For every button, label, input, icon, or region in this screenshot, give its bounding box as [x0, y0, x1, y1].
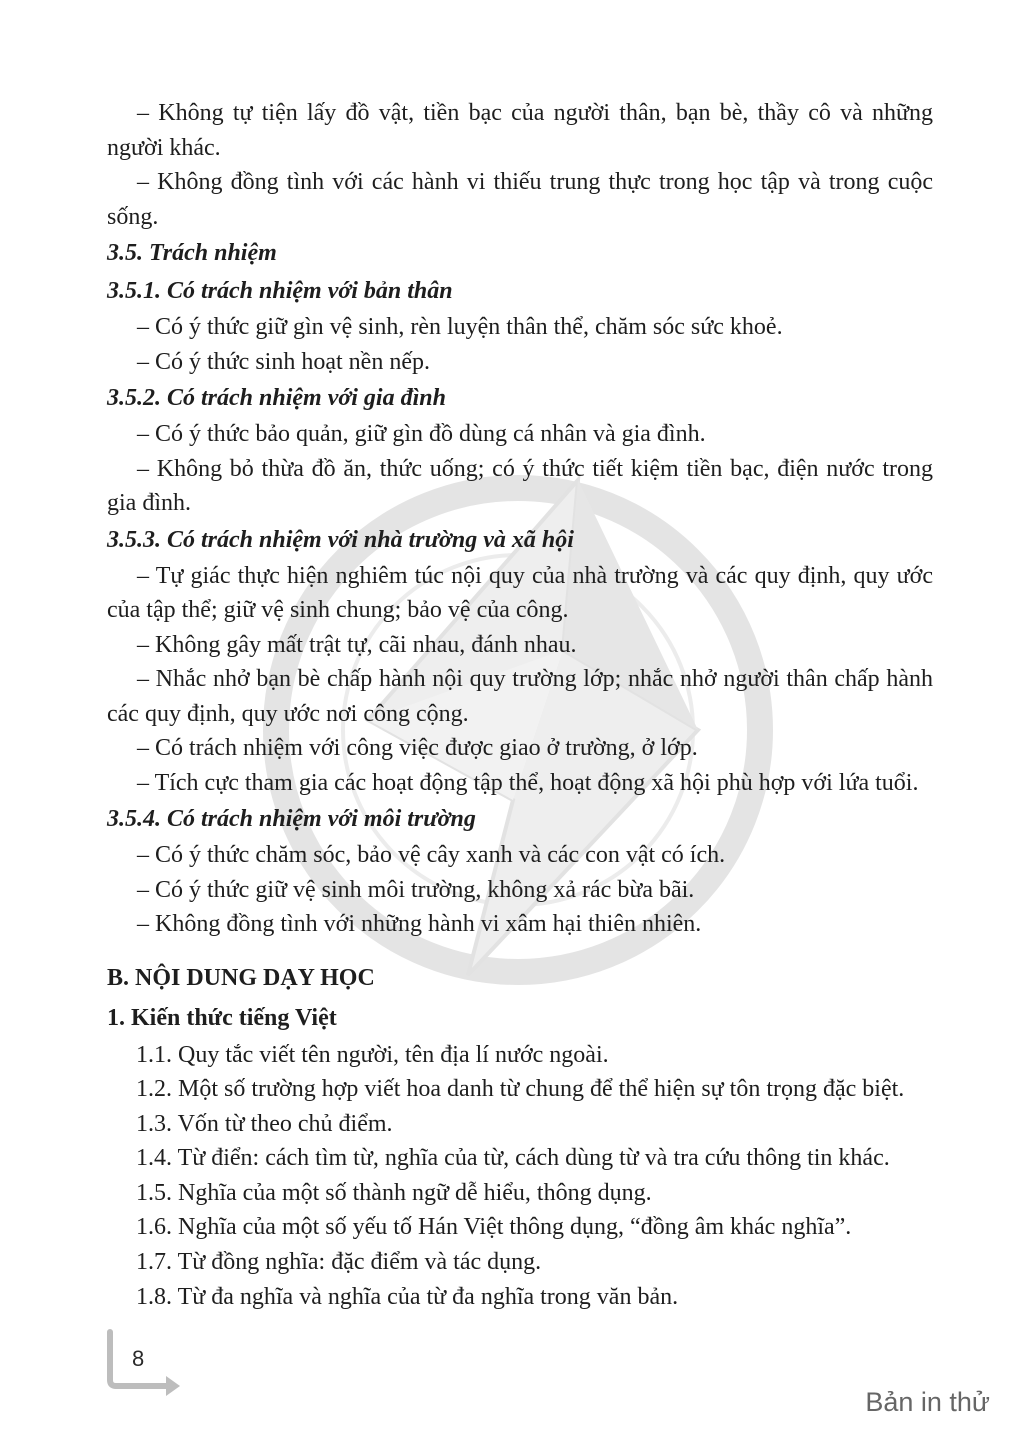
- heading-vietnamese-knowledge: 1. Kiến thức tiếng Việt: [107, 1004, 337, 1031]
- paragraph-school-3: – Nhắc nhở bạn bè chấp hành nội quy trường lớp; nhắc nhở người thân chấp hành các quy định, quy ước nơi công cộng.: [107, 666, 933, 727]
- list-item: 1.8. Từ đa nghĩa và nghĩa của từ đa nghĩa trong văn bản.: [136, 1283, 679, 1310]
- paragraph-self-1: – Có ý thức giữ gìn vệ sinh, rèn luyện thân thể, chăm sóc sức khoẻ.: [137, 314, 783, 340]
- heading-3-5: 3.5. Trách nhiệm: [107, 240, 277, 266]
- paragraph-family-1: – Có ý thức bảo quản, giữ gìn đồ dùng cá nhân và gia đình.: [137, 421, 706, 447]
- heading-3-5-4: 3.5.4. Có trách nhiệm với môi trường: [107, 806, 476, 832]
- heading-3-5-2: 3.5.2. Có trách nhiệm với gia đình: [107, 385, 446, 411]
- list-item: 1.2. Một số trường hợp viết hoa danh từ chung để thể hiện sự tôn trọng đặc biệt.: [136, 1076, 905, 1103]
- paragraph-self-2: – Có ý thức sinh hoạt nền nếp.: [137, 348, 430, 375]
- paragraph-environment-2: – Có ý thức giữ vệ sinh môi trường, không xả rác bừa bãi.: [137, 876, 695, 903]
- list-item: 1.7. Từ đồng nghĩa: đặc điểm và tác dụng.: [136, 1249, 542, 1276]
- list-item: 1.5. Nghĩa của một số thành ngữ dễ hiểu, thông dụng.: [136, 1179, 652, 1206]
- paragraph-school-4: – Có trách nhiệm với công việc được giao ở trường, ở lớp.: [137, 735, 698, 761]
- paragraph-school-1: – Tự giác thực hiện nghiêm túc nội quy của nhà trường và các quy định, quy ước của tập thể; giữ vệ sinh chung; bảo vệ của công.: [107, 562, 933, 623]
- paragraph-honesty-2: – Không đồng tình với các hành vi thiếu trung thực trong học tập và trong cuộc sống.: [107, 169, 933, 230]
- page-number: 8: [132, 1346, 145, 1371]
- paragraph-environment-1: – Có ý thức chăm sóc, bảo vệ cây xanh và các con vật có ích.: [137, 842, 726, 868]
- list-item: 1.6. Nghĩa của một số yếu tố Hán Việt thông dụng, “đồng âm khác nghĩa”.: [136, 1214, 852, 1241]
- list-item: 1.1. Quy tắc viết tên người, tên địa lí nước ngoài.: [136, 1041, 609, 1068]
- main-content: [107, 96, 933, 1314]
- knowledge-list: [107, 1038, 933, 1315]
- list-item: 1.4. Từ điển: cách tìm từ, nghĩa của từ, cách dùng từ và tra cứu thông tin khác.: [136, 1145, 890, 1172]
- paragraph-environment-3: – Không đồng tình với những hành vi xâm hại thiên nhiên.: [137, 911, 702, 937]
- draft-label: Bản in thử: [865, 1387, 990, 1417]
- paragraph-family-2: – Không bỏ thừa đồ ăn, thức uống; có ý thức tiết kiệm tiền bạc, điện nước trong gia đình.: [107, 455, 933, 516]
- page-number-arrow-icon: [104, 1326, 194, 1396]
- paragraph-school-2: – Không gây mất trật tự, cãi nhau, đánh nhau.: [137, 631, 577, 658]
- paragraph-honesty-1: – Không tự tiện lấy đồ vật, tiền bạc của người thân, bạn bè, thầy cô và những người khác.: [107, 100, 933, 161]
- paragraph-school-5: – Tích cực tham gia các hoạt động tập thể, hoạt động xã hội phù hợp với lứa tuổi.: [137, 769, 919, 796]
- heading-3-5-3: 3.5.3. Có trách nhiệm với nhà trường và xã hội: [107, 526, 574, 553]
- heading-3-5-1: 3.5.1. Có trách nhiệm với bản thân: [107, 278, 453, 304]
- section-b-heading: B. NỘI DUNG DẠY HỌC: [107, 964, 375, 991]
- list-item: 1.3. Vốn từ theo chủ điểm.: [136, 1110, 393, 1137]
